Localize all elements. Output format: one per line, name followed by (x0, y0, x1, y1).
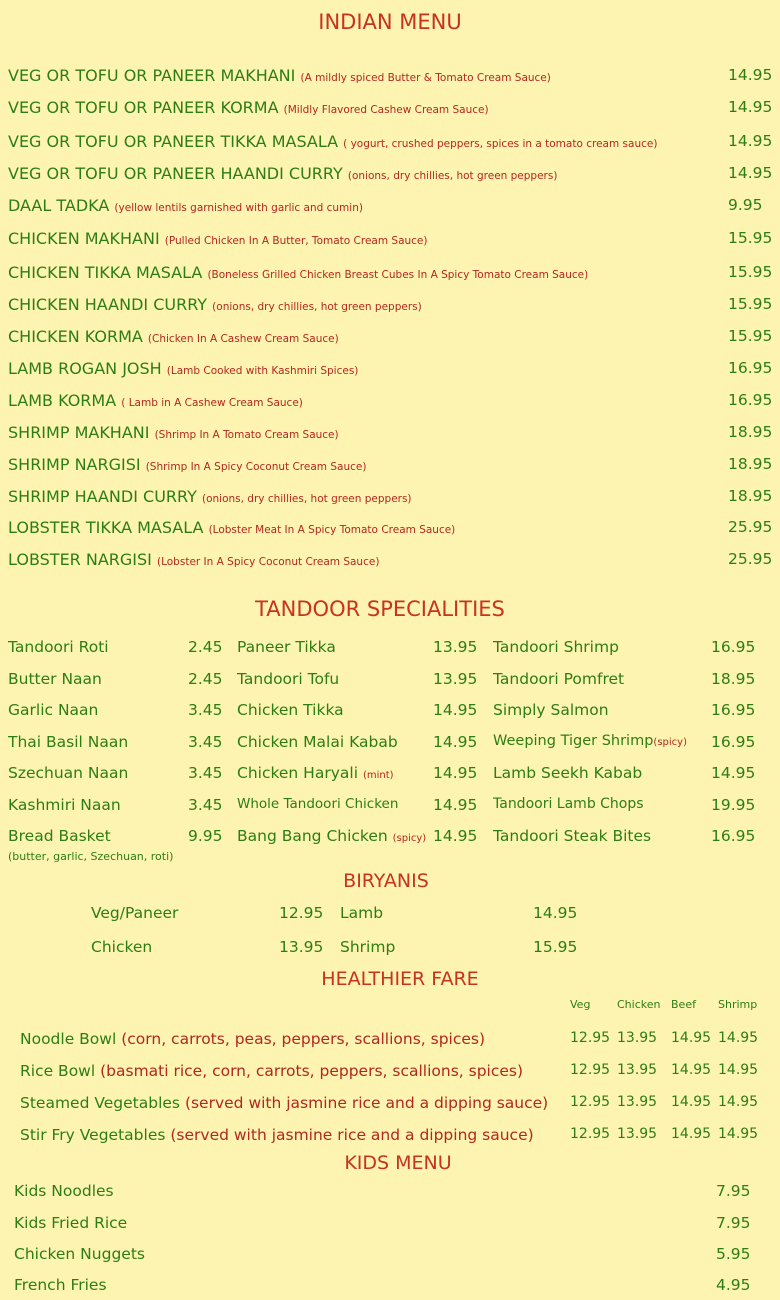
item-name: Garlic Naan (8, 701, 99, 719)
item-price: 15.95 (728, 229, 773, 247)
item-note: (spicy) (653, 737, 687, 748)
item-price: 25.95 (728, 550, 773, 568)
item-price: 19.95 (711, 796, 756, 814)
item-price: 2.45 (188, 670, 223, 688)
item-description: (Mildly Flavored Cashew Cream Sauce) (283, 104, 489, 116)
item-price: 14.95 (711, 764, 756, 782)
item-note: (spicy) (392, 833, 427, 844)
item-price: 9.95 (728, 196, 763, 214)
menu-item (0, 423, 780, 449)
menu-item (0, 66, 780, 92)
item-name: Tandoori Pomfret (493, 670, 625, 688)
item-description: (served with jasmine rice and a dipping sauce) (184, 1094, 549, 1112)
item-price: 14.95 (533, 904, 578, 922)
item-name: VEG OR TOFU OR PANEER HAANDI CURRY (8, 164, 343, 183)
item-description: (corn, carrots, peas, peppers, scallions, spices) (121, 1030, 486, 1048)
menu-item (0, 487, 780, 513)
biryanis-title: BIRYANIS (343, 870, 429, 892)
item-description: (Lamb Cooked with Kashmiri Spices) (166, 365, 359, 377)
price-chicken: 13.95 (617, 1094, 658, 1110)
tandoor-title: TANDOOR SPECIALITIES (255, 597, 505, 621)
item-name: Chicken (91, 938, 153, 956)
price-veg: 12.95 (570, 1030, 611, 1046)
item-description: (yellow lentils garnished with garlic and cumin) (114, 202, 363, 214)
indian-menu-title: INDIAN MENU (318, 10, 462, 34)
menu-item (0, 359, 780, 385)
item-name: Bread Basket (8, 827, 111, 845)
price-veg: 12.95 (570, 1126, 611, 1142)
item-price: 3.45 (188, 733, 223, 751)
price-veg: 12.95 (570, 1062, 611, 1078)
column-header: Veg (570, 998, 591, 1011)
item-price: 13.95 (279, 938, 324, 956)
item-name: Simply Salmon (493, 701, 609, 719)
item-name: Whole Tandoori Chicken (237, 796, 399, 812)
item-price: 15.95 (728, 327, 773, 345)
item-name: LOBSTER TIKKA MASALA (8, 518, 204, 537)
item-price: 12.95 (279, 904, 324, 922)
item-price: 3.45 (188, 796, 223, 814)
column-header: Shrimp (718, 998, 758, 1011)
item-name: Tandoori Steak Bites (493, 827, 652, 845)
menu-item (0, 164, 780, 190)
bread-basket-note: (butter, garlic, Szechuan, roti) (8, 850, 174, 863)
item-price: 14.95 (433, 733, 478, 751)
item-name: Veg/Paneer (91, 904, 179, 922)
item-name: Weeping Tiger Shrimp(spicy) (493, 733, 687, 749)
item-description: (served with jasmine rice and a dipping sauce) (170, 1126, 534, 1144)
item-price: 15.95 (533, 938, 578, 956)
item-price: 18.95 (728, 455, 773, 473)
item-description: (A mildly spiced Butter & Tomato Cream Sauce) (300, 72, 551, 84)
item-description: (Lobster Meat In A Spicy Tomato Cream Sauce) (208, 524, 456, 536)
item-price: 14.95 (433, 827, 478, 845)
kids-title: KIDS MENU (344, 1152, 452, 1174)
item-price: 18.95 (711, 670, 756, 688)
item-price: 14.95 (433, 764, 478, 782)
item-name: Noodle Bowl (20, 1030, 117, 1048)
price-shrimp: 14.95 (718, 1062, 759, 1078)
item-price: 15.95 (728, 263, 773, 281)
item-price: 9.95 (188, 827, 223, 845)
item-price: 16.95 (711, 733, 756, 751)
item-name: CHICKEN HAANDI CURRY (8, 295, 208, 314)
price-chicken: 13.95 (617, 1030, 658, 1046)
item-name: Stir Fry Vegetables (20, 1126, 166, 1144)
menu-item (0, 132, 780, 158)
item-price: 18.95 (728, 423, 773, 441)
item-name: Paneer Tikka (237, 638, 336, 656)
item-price: 7.95 (716, 1182, 751, 1200)
menu-item (0, 550, 780, 576)
item-name: SHRIMP HAANDI CURRY (8, 487, 197, 506)
price-beef: 14.95 (671, 1062, 712, 1078)
item-price: 4.95 (716, 1276, 751, 1294)
price-chicken: 13.95 (617, 1062, 658, 1078)
item-name: Chicken Haryali (mint) (237, 764, 394, 782)
item-price: 5.95 (716, 1245, 751, 1263)
item-price: 16.95 (711, 701, 756, 719)
item-description: ( yogurt, crushed peppers, spices in a tomato cream sauce) (343, 138, 658, 150)
item-name: VEG OR TOFU OR PANEER TIKKA MASALA (8, 132, 339, 151)
item-name: French Fries (14, 1276, 107, 1294)
item-price: 7.95 (716, 1214, 751, 1232)
item-description: (Chicken In A Cashew Cream Sauce) (147, 333, 339, 345)
price-beef: 14.95 (671, 1030, 712, 1046)
item-description: (Shrimp In A Spicy Coconut Cream Sauce) (145, 461, 367, 473)
item-name: VEG OR TOFU OR PANEER KORMA (8, 98, 279, 117)
column-header: Chicken (617, 998, 661, 1011)
price-beef: 14.95 (671, 1094, 712, 1110)
item-name: LAMB KORMA (8, 391, 117, 410)
item-name: Tandoori Lamb Chops (493, 796, 644, 812)
item-description: (Boneless Grilled Chicken Breast Cubes In A Spicy Tomato Cream Sauce) (207, 269, 589, 281)
item-name: Butter Naan (8, 670, 102, 688)
item-description: (Lobster In A Spicy Coconut Cream Sauce) (157, 556, 380, 568)
menu-item (0, 229, 780, 255)
price-beef: 14.95 (671, 1126, 712, 1142)
item-price: 25.95 (728, 518, 773, 536)
item-name: Shrimp (340, 938, 396, 956)
item-name: Lamb Seekh Kabab (493, 764, 643, 782)
item-price: 13.95 (433, 670, 478, 688)
item-price: 14.95 (728, 164, 773, 182)
item-name: Tandoori Shrimp (493, 638, 619, 656)
item-description: (basmati rice, corn, carrots, peppers, scallions, spices) (100, 1062, 524, 1080)
healthier-title: HEALTHIER FARE (321, 968, 479, 990)
item-price: 14.95 (728, 132, 773, 150)
price-veg: 12.95 (570, 1094, 611, 1110)
item-price: 3.45 (188, 764, 223, 782)
menu-item (0, 455, 780, 481)
menu-item (0, 391, 780, 417)
item-name: Rice Bowl (20, 1062, 96, 1080)
item-name: LAMB ROGAN JOSH (8, 359, 162, 378)
item-name: SHRIMP MAKHANI (8, 423, 150, 442)
price-shrimp: 14.95 (718, 1094, 759, 1110)
item-name: Lamb (340, 904, 384, 922)
item-price: 2.45 (188, 638, 223, 656)
item-name: Chicken Malai Kabab (237, 733, 398, 751)
item-description: (onions, dry chillies, hot green peppers) (347, 170, 558, 182)
item-price: 14.95 (433, 701, 478, 719)
item-description: (onions, dry chillies, hot green peppers) (201, 493, 412, 505)
item-name: Thai Basil Naan (8, 733, 129, 751)
item-name: Kids Fried Rice (14, 1214, 128, 1232)
item-price: 16.95 (711, 638, 756, 656)
item-name: Kashmiri Naan (8, 796, 121, 814)
item-name: Bang Bang Chicken (spicy) (237, 827, 427, 845)
item-price: 16.95 (728, 391, 773, 409)
price-shrimp: 14.95 (718, 1030, 759, 1046)
item-name: Steamed Vegetables (20, 1094, 180, 1112)
item-description: ( Lamb in A Cashew Cream Sauce) (121, 397, 303, 409)
column-header: Beef (671, 998, 696, 1011)
item-name: Kids Noodles (14, 1182, 114, 1200)
item-name: CHICKEN MAKHANI (8, 229, 160, 248)
item-name: CHICKEN KORMA (8, 327, 143, 346)
item-description: (Shrimp In A Tomato Cream Sauce) (154, 429, 339, 441)
item-name: LOBSTER NARGISI (8, 550, 152, 569)
price-chicken: 13.95 (617, 1126, 658, 1142)
menu-item (0, 196, 780, 222)
item-price: 14.95 (728, 98, 773, 116)
item-price: 3.45 (188, 701, 223, 719)
item-name: Szechuan Naan (8, 764, 129, 782)
item-name: VEG OR TOFU OR PANEER MAKHANI (8, 66, 296, 85)
item-price: 15.95 (728, 295, 773, 313)
item-name: Tandoori Roti (8, 638, 109, 656)
item-price: 16.95 (711, 827, 756, 845)
item-price: 14.95 (433, 796, 478, 814)
item-name: SHRIMP NARGISI (8, 455, 141, 474)
menu-item (0, 327, 780, 353)
item-description: (onions, dry chillies, hot green peppers) (212, 301, 422, 313)
menu-item (0, 263, 780, 289)
item-name: Chicken Nuggets (14, 1245, 145, 1263)
item-price: 18.95 (728, 487, 773, 505)
item-name: Chicken Tikka (237, 701, 344, 719)
menu-item (0, 98, 780, 124)
item-name: DAAL TADKA (8, 196, 110, 215)
item-price: 13.95 (433, 638, 478, 656)
item-price: 16.95 (728, 359, 773, 377)
item-price: 14.95 (728, 66, 773, 84)
menu-item (0, 518, 780, 544)
item-note: (mint) (362, 770, 394, 781)
item-description: (Pulled Chicken In A Butter, Tomato Cream Sauce) (164, 235, 428, 247)
item-name: CHICKEN TIKKA MASALA (8, 263, 203, 282)
menu-item (0, 295, 780, 321)
price-shrimp: 14.95 (718, 1126, 759, 1142)
item-name: Tandoori Tofu (237, 670, 340, 688)
